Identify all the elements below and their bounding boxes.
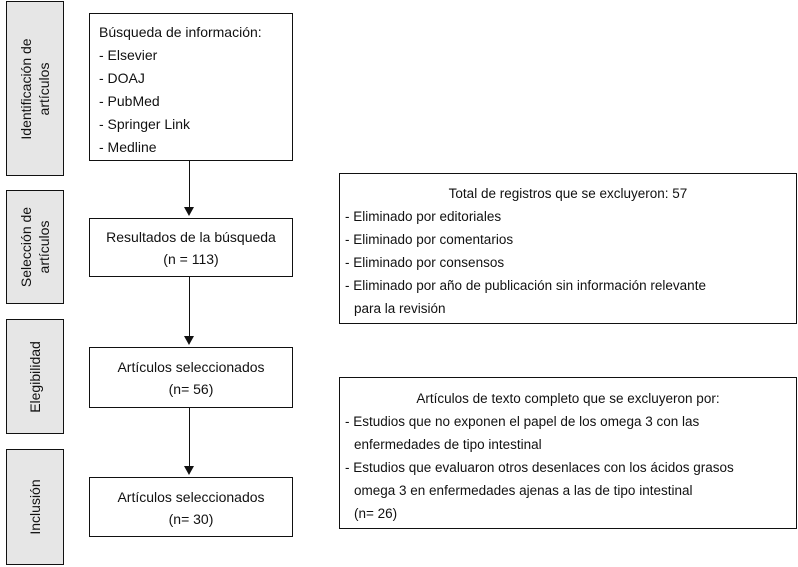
excluded-reason-item: - Eliminado por comentarios xyxy=(345,232,514,247)
stage-seleccion-label xyxy=(17,207,53,287)
excluded-reason-item: - Eliminado por año de publicación sin información relevante xyxy=(345,278,706,293)
results-title: Resultados de la búsqueda xyxy=(106,229,276,245)
eligibility-title: Artículos seleccionados xyxy=(117,359,265,375)
fulltext-reason-item: omega 3 en enfermedades ajenas a las de tipo intestinal xyxy=(354,483,693,498)
search-source-item: - Springer Link xyxy=(99,116,191,132)
inclusion-count: (n= 30) xyxy=(168,511,214,527)
fulltext-excluded-box xyxy=(339,377,797,529)
stage-inclusion-line1: Inclusión xyxy=(27,479,43,535)
fulltext-excluded-title: Artículos de texto completo que se excluyeron por: xyxy=(416,391,720,406)
excluded-records-title: Total de registros que se excluyeron: 57 xyxy=(448,186,688,201)
excluded-records-box xyxy=(339,173,797,324)
stage-identificacion-line1: Identificación de xyxy=(18,37,34,140)
search-box xyxy=(89,13,293,161)
stage-seleccion xyxy=(6,190,64,304)
stage-inclusion-label xyxy=(26,479,44,534)
stage-seleccion-line2: artículos xyxy=(36,220,52,274)
search-box-title: Búsqueda de información: xyxy=(99,24,262,40)
fulltext-excluded-count: (n= 26) xyxy=(354,506,398,521)
stage-elegibilidad xyxy=(6,319,64,434)
stage-identificacion xyxy=(6,1,64,176)
inclusion-title: Artículos seleccionados xyxy=(117,489,265,505)
excluded-reason-item: para la revisión xyxy=(354,301,446,316)
search-source-item: - PubMed xyxy=(99,93,160,109)
results-box xyxy=(89,218,293,277)
search-source-item: - Elsevier xyxy=(99,47,158,63)
stage-elegibilidad-label xyxy=(26,341,44,413)
fulltext-reason-item: - Estudios que no exponen el papel de los omega 3 con las xyxy=(345,414,700,429)
stage-identificacion-line2: artículos xyxy=(36,62,52,115)
search-source-item: - DOAJ xyxy=(99,70,145,86)
search-source-item: - Medline xyxy=(99,139,157,155)
stage-elegibilidad-line1: Elegibilidad xyxy=(27,340,43,413)
stage-identificacion-label xyxy=(17,38,53,139)
excluded-reason-item: - Eliminado por consensos xyxy=(345,255,505,270)
fulltext-reason-item: enfermedades de tipo intestinal xyxy=(354,437,542,452)
stage-seleccion-line1: Selección de xyxy=(18,206,34,288)
inclusion-box xyxy=(89,477,293,537)
eligibility-count: (n= 56) xyxy=(168,381,214,397)
fulltext-reason-item: - Estudios que evaluaron otros desenlaces con los ácidos grasos xyxy=(345,460,734,475)
excluded-reason-item: - Eliminado por editoriales xyxy=(345,209,502,224)
stage-inclusion xyxy=(6,449,64,565)
results-count: (n = 113) xyxy=(163,251,219,267)
eligibility-box xyxy=(89,347,293,408)
